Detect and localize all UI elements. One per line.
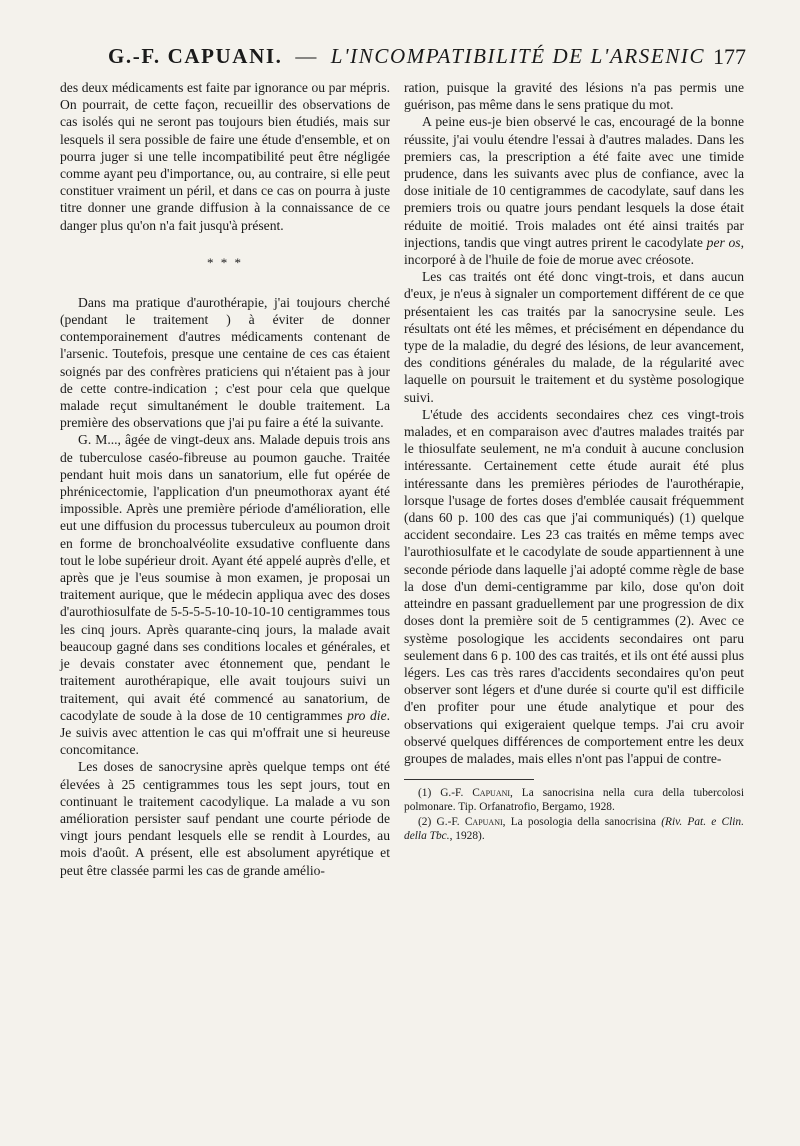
running-title: [108, 44, 705, 69]
text: G. M..., âgée de vingt-deux ans. Malade depuis trois ans de tuberculose caséo-fibreuse au poumon gauche. Traitée pendant huit mois dans un sanatorium, elle fut opérée de phrénicectomie, l'application d'un pneumothorax ayant été impossible. Après une première période d'amélioration, elle eut une diffusion du processus tuberculeux au poumon droit en forme de bronchoalvéolite exsudative confluente dans tout le lobe supérieur droit. Ayant été appelé auprès d'elle, et après que je l'eus soumise à mon examen, je proposai un traitement aurique, que le médecin appliqua avec des doses d'aurothiosulfate de 5-5-5-5-10-10-10-10 centigrammes tous les cinq jours. Après quarante-cinq jours, la malade avait beaucoup gagné dans ses conditions locales et générales, et je devais constater avec étonnement que, pendant le traitement aurothérapique, elle avait toujours suivi un traitement, qui avait été commencé au sanatorium, de cacodylate de soude à la dose de 10 centigrammes: [60, 432, 390, 723]
header-work-title: L'INCOMPATIBILITÉ DE L'ARSENIC: [330, 44, 706, 68]
running-header: [60, 44, 746, 78]
footnote-1: [404, 786, 744, 814]
footnote-text: , La posologia della sanocrisina: [502, 815, 656, 828]
paragraph: ration, puisque la gravité des lésions n'a pas permis une guérison, pas même dans le sens pratique du mot.: [404, 80, 744, 113]
footnote-author: G.-F. Capuani: [436, 815, 503, 828]
footnote-text: , La sanocrisina nella cura della tubercolosi polmonare. Tip. Orfanatrofio, Bergamo, 1928.: [404, 787, 744, 814]
footnote-number: (2): [418, 815, 432, 828]
text: . Je suivis avec attention le cas qui m'offrait une si heureuse concomitance.: [60, 707, 391, 758]
text: , incorporé à de l'huile de foie de morue avec créosote.: [404, 234, 744, 268]
paragraph: des deux médicaments est faite par ignorance ou par mépris. On pourrait, de cette façon, recueillir des observations de cas isolés qui ne seront pas toujours bien étudiés, mais sur lesquels il sera possible de faire une étude d'ensemble, et on pourra juger si une telle incompatibilité peut être négligée comme ayant peu d'importance, ou, au contraire, si elle peut constituer vraiment un péril, et dans ce cas on pourra à juste titre donner une grande diffusion à la connaissance de ce danger plus qu'on n'a fait jusqu'à présent.: [60, 80, 390, 233]
paragraph: Les doses de sanocrysine après quelque temps ont été élevées à 25 centigrammes tous les sept jours, tout en continuant le traitement cacodylique. La malade a vu son amélioration persister sauf pendant une courte période de vingt jours pendant lesquels elle se rendit à Lourdes, au mois d'août. A présent, elle est absolument apyrétique et peut être classée parmi les cas de grande amélio-: [60, 759, 390, 878]
header-separator: —: [295, 44, 318, 68]
paragraph: Les cas traités ont été donc vingt-trois, et dans aucun d'eux, je n'eus à signaler un comportement différent de ce que présentaient les cas traités par la sanocrysine seule. Les résultats ont été les mêmes, et précisément en dépendance du type de la maladie, du degré des lésions, de leur avancement, des conditions générales du malade, de la régularité avec laquelle on poursuit le traitement et du système posologique suivi.: [404, 269, 744, 405]
footnote-rule: [404, 779, 534, 780]
footnote-author: G.-F. Capuani: [440, 787, 511, 800]
footnote-2: [404, 815, 744, 843]
footnote-text-end: , 1928).: [449, 829, 485, 842]
paragraph: [404, 113, 744, 268]
left-column: [60, 79, 390, 879]
section-break-asterisks: * * *: [207, 254, 243, 270]
paragraph: L'étude des accidents secondaires chez ces vingt-trois malades, et en comparaison avec d'autres malades traités par le thiosulfate seulement, ne m'a conduit à aucune conclusion intéressante. Certainement cette étude aurait été plus intéressante dans les premières périodes de l'aurothérapie, lorsque l'usage de fortes doses d'emblée causait fréquemment (dans 60 p. 100 des cas que j'ai communiqués) (1) quelque accident secondaire. Les 23 cas traités en même temps avec l'aurothiosulfate et le cacodylate de soude appartiennent à une seconde période dans laquelle j'ai adopté comme règle de base la dose d'un demi-centigramme par kilo, dose qu'on doit atteindre en passant graduellement par une progression de dix doses dont la première soit de 5 centigrammes (2). Avec ce système posologique les accidents secondaires ont paru seulement dans 6 p. 100 des cas traités, et ils ont été aussi plus légers. Les cas très rares d'accidents secondaires qu'on peut observer sont légers et d'une durée si courte qu'il est difficile d'en profiter pour une étude analytique et pour des observations qui exigeraient quelque temps. J'ai cru avoir observé quelques différences de comportement entre les deux groupes de malades, mais elles n'ont pas l'appui de contre-: [404, 406, 744, 766]
text: A peine eus-je bien observé le cas, encouragé de la bonne réussite, j'ai voulu étendre l'essai à d'autres malades. Dans les premiers cas, la prescription a été faite avec une timide prudence, dans les suivants avec plus de confiance, avec la dose initiale de 10 centigrammes de cacodylate, sauf dans les premiers trois ou quatre jours pendant lesquels la dose était réduite de moitié. Trois malades ont été ainsi traités par injections, tandis que vingt autres prirent le cacodylate: [404, 114, 744, 250]
italic-text: per os: [706, 234, 741, 250]
right-column: [404, 79, 744, 843]
footnote-number: (1): [418, 787, 432, 800]
page-number: 177: [713, 44, 746, 69]
footnote-italic: (Riv. Pat. e Clin. della Tbc.: [404, 815, 744, 842]
footnotes: [404, 786, 744, 843]
paragraph: Dans ma pratique d'aurothérapie, j'ai toujours cherché (pendant le traitement ) à éviter de donner contemporainement d'autres médicaments contenant de l'arsenic. Toutefois, presque une centaine de ces cas étaient soignés par des confrères praticiens qui n'étaient pas à jour de cette contre-indication ; c'est pour cela que quelque malade reçut simultanément le double traitement. La première des observations que j'ai pu faire a été la suivante.: [60, 294, 390, 431]
paragraph: [60, 431, 390, 758]
italic-text: pro die: [347, 707, 387, 723]
header-author: G.-F. CAPUANI.: [108, 44, 283, 68]
